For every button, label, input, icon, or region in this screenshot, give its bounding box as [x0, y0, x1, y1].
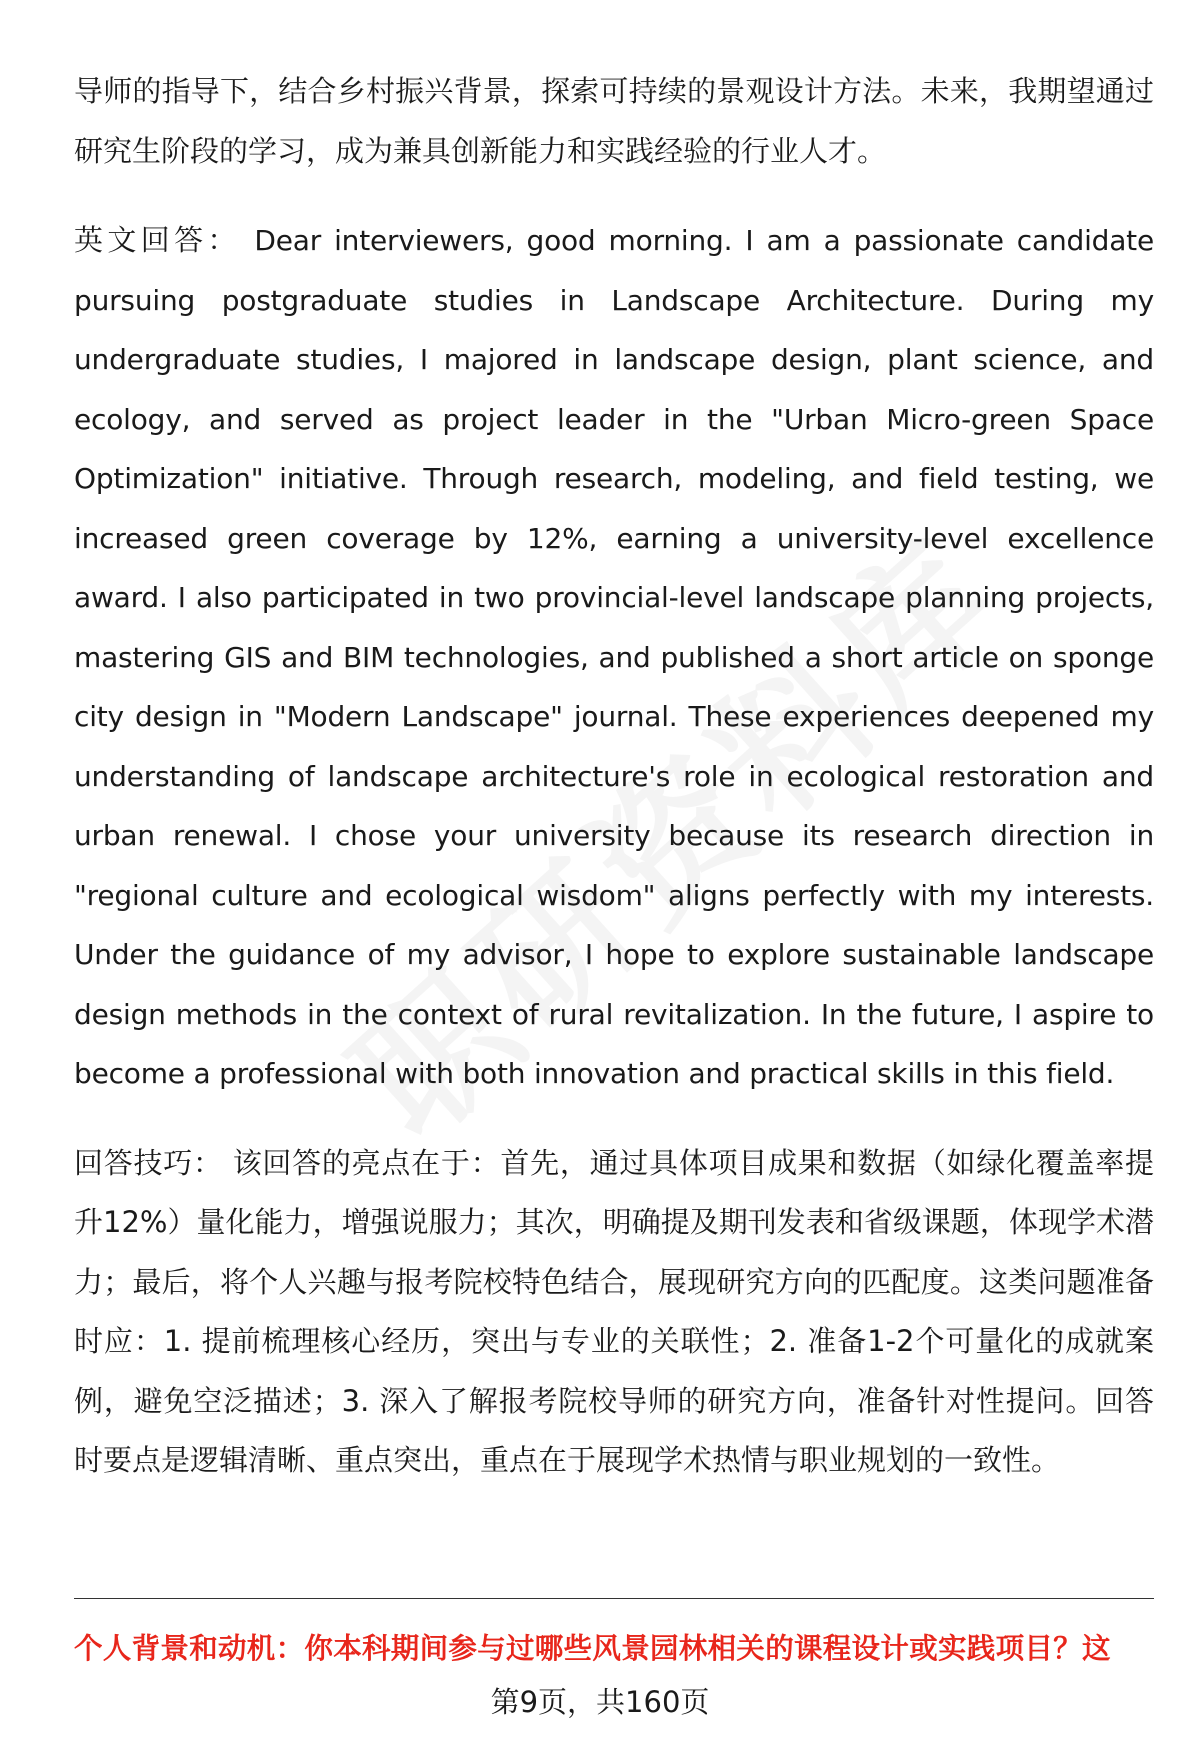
page-footer: 第9页，共160页	[490, 1685, 710, 1719]
next-question-heading: 个人背景和动机：你本科期间参与过哪些风景园林相关的课程设计或实践项目？这	[74, 1632, 1111, 1665]
english-answer	[74, 211, 1154, 1104]
answer-tips-text: 该回答的亮点在于：首先，通过具体项目成果和数据（如绿化覆盖率提升12%）量化能力，增强说服力；其次，明确提及期刊发表和省级课题，体现学术潜力；最后，将个人兴趣与报考院校特色结合，展现研究方向的匹配度。这类问题准备时应：1. 提前梳理核心经历，突出与专业的关联性；2. 准备1-2个可量化的成就案例，避免空泛描述；3. 深入了解报考院校导师的研究方向，准备针对性提问。回答时要点是逻辑清晰、重点突出，重点在于展现学术热情与职业规划的一致性。	[74, 1145, 1154, 1477]
section-divider	[74, 1598, 1154, 1599]
english-answer-text: Dear interviewers, good morning. I am a passionate candidate pursuing postgraduate studies in Landscape Architecture. During my undergraduate studies, I majored in landscape design, plant science, and ecology, and served as project leader in the "Urban Micro-green Space Optimization" initiative. Through research, modeling, and field testing, we increased green coverage by 12%, earning a university-level excellence award. I also participated in two provincial-level landscape planning projects, mastering GIS and BIM technologies, and published a short article on sponge city design in "Modern Landscape" journal. These experiences deepened my understanding of landscape architecture's role in ecological restoration and urban renewal. I chose your university because its research direction in "regional culture and ecological wisdom" aligns perfectly with my interests. Under the guidance of my advisor, I hope to explore sustainable landscape design methods in the context of rural revitalization. In the future, I aspire to become a professional with both innovation and practical skills in this field.	[74, 224, 1154, 1090]
answer-tips-label: 回答技巧：	[74, 1145, 223, 1180]
intro-paragraph: 导师的指导下，结合乡村振兴背景，探索可持续的景观设计方法。未来，我期望通过研究生阶段的学习，成为兼具创新能力和实践经验的行业人才。	[74, 74, 1154, 168]
english-answer-label: 英文回答：	[74, 223, 241, 257]
answer-tips	[74, 1134, 1154, 1491]
page-content	[74, 62, 1154, 1521]
